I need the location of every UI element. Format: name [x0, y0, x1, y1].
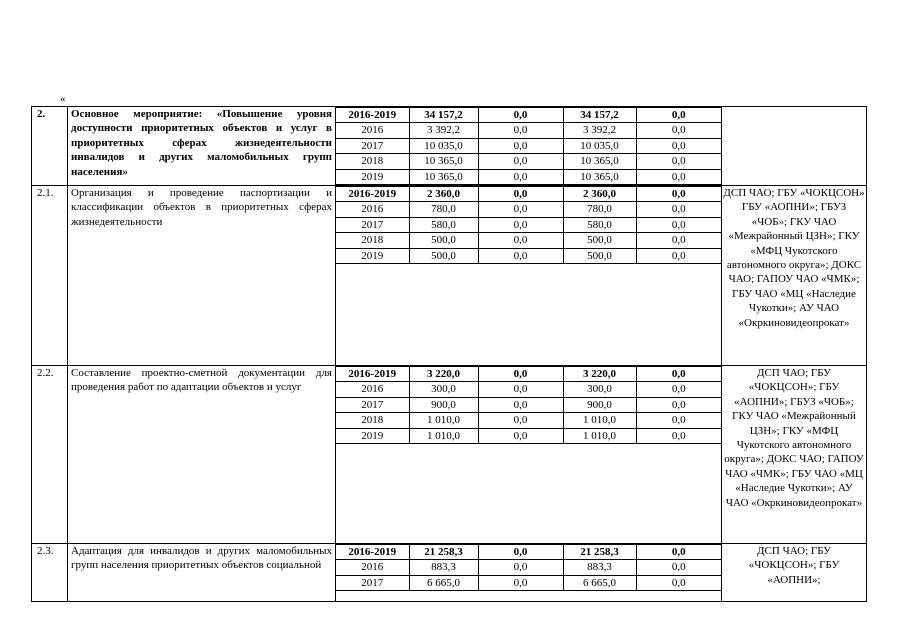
financing-fed-cell: 0,0	[478, 575, 563, 590]
financing-year-cell: 2018	[336, 154, 409, 169]
financing-okr-cell: 3 220,0	[563, 367, 636, 382]
financing-total-cell: 900,0	[409, 397, 478, 412]
financing-year-cell: 2016-2019	[336, 545, 409, 560]
financing-year-cell: 2016	[336, 202, 409, 217]
financing-other-cell: 0,0	[636, 413, 721, 428]
financing-fed-cell: 0,0	[478, 138, 563, 153]
financing-fed-cell: 0,0	[478, 413, 563, 428]
financing-grid	[336, 107, 721, 185]
financing-year-cell: 2017	[336, 397, 409, 412]
financing-year-row	[336, 202, 721, 217]
financing-okr-cell: 6 665,0	[563, 575, 636, 590]
financing-total-cell: 780,0	[409, 202, 478, 217]
financing-year-row	[336, 217, 721, 232]
financing-okr-cell: 580,0	[563, 217, 636, 232]
financing-cell	[336, 186, 722, 366]
financing-other-cell: 0,0	[636, 154, 721, 169]
financing-other-cell: 0,0	[636, 545, 721, 560]
financing-total-cell: 3 392,2	[409, 123, 478, 138]
financing-grid	[336, 186, 721, 264]
financing-total-cell: 500,0	[409, 248, 478, 263]
activity-number: 2.3.	[32, 544, 68, 602]
financing-year-cell: 2017	[336, 217, 409, 232]
activity-description: Основное мероприятие: «Повышение уровня доступности приоритетных объектов и услуг в приоритетных сферах жизнедеятельности инвалидов и других маломобильных групп населения»	[68, 107, 336, 186]
financing-okr-cell: 1 010,0	[563, 413, 636, 428]
responsible-executors: ДСП ЧАО; ГБУ «ЧОКЦСОН» ГБУ «АОПНИ»; ГБУЗ «ЧОБ»; ГКУ ЧАО «Межрайонный ЦЗН»; ГКУ «МФЦ Чукотского автономного округа»; ДОКС ЧАО; ГАПОУ ЧАО «ЧМК»; ГБУ ЧАО «МЦ «Наследие Чукотки»; АУ ЧАО «Окркиновидеопрокат»	[722, 186, 867, 366]
financing-year-row	[336, 560, 721, 575]
activity-row	[32, 107, 867, 186]
financing-total-cell: 10 035,0	[409, 138, 478, 153]
financing-year-row	[336, 138, 721, 153]
responsible-executors: ДСП ЧАО; ГБУ «ЧОКЦСОН»; ГБУ «АОПНИ»;	[722, 544, 867, 602]
financing-okr-cell: 10 365,0	[563, 169, 636, 184]
responsible-executors	[722, 107, 867, 186]
responsible-executors: ДСП ЧАО; ГБУ «ЧОКЦСОН»; ГБУ «АОПНИ»; ГБУЗ «ЧОБ»; ГКУ ЧАО «Межрайонный ЦЗН»; ГКУ «МФЦ Чукотского автономного округа»; ДОКС ЧАО; ГАПОУ ЧАО «ЧМК»; ГБУ ЧАО «МЦ «Наследие Чукотки»; АУ ЧАО «Окркиновидеопрокат»	[722, 366, 867, 544]
financing-other-cell: 0,0	[636, 233, 721, 248]
financing-okr-cell: 10 035,0	[563, 138, 636, 153]
financing-year-cell: 2018	[336, 233, 409, 248]
financing-fed-cell: 0,0	[478, 108, 563, 123]
financing-okr-cell: 900,0	[563, 397, 636, 412]
financing-year-row	[336, 123, 721, 138]
financing-grid	[336, 366, 721, 444]
financing-okr-cell: 21 258,3	[563, 545, 636, 560]
financing-other-cell: 0,0	[636, 428, 721, 443]
financing-year-cell: 2016-2019	[336, 367, 409, 382]
financing-other-cell: 0,0	[636, 202, 721, 217]
financing-okr-cell: 34 157,2	[563, 108, 636, 123]
financing-total-cell: 10 365,0	[409, 154, 478, 169]
financing-other-cell: 0,0	[636, 367, 721, 382]
financing-grid	[336, 544, 721, 591]
financing-cell	[336, 366, 722, 544]
financing-year-cell: 2019	[336, 169, 409, 184]
financing-year-row	[336, 575, 721, 590]
financing-other-cell: 0,0	[636, 397, 721, 412]
program-activities-table	[31, 106, 867, 602]
financing-other-cell: 0,0	[636, 108, 721, 123]
financing-fed-cell: 0,0	[478, 187, 563, 202]
financing-year-row	[336, 382, 721, 397]
activity-description: Составление проектно-сметной документации для проведения работ по адаптации объектов и услуг	[68, 366, 336, 544]
financing-year-row	[336, 187, 721, 202]
financing-fed-cell: 0,0	[478, 367, 563, 382]
financing-fed-cell: 0,0	[478, 560, 563, 575]
activity-number: 2.2.	[32, 366, 68, 544]
financing-fed-cell: 0,0	[478, 233, 563, 248]
opening-quote-mark: «	[60, 93, 66, 105]
financing-year-cell: 2019	[336, 428, 409, 443]
financing-other-cell: 0,0	[636, 575, 721, 590]
activity-row	[32, 186, 867, 366]
financing-year-row	[336, 367, 721, 382]
financing-other-cell: 0,0	[636, 248, 721, 263]
financing-total-cell: 1 010,0	[409, 428, 478, 443]
financing-total-cell: 2 360,0	[409, 187, 478, 202]
financing-fed-cell: 0,0	[478, 545, 563, 560]
financing-fed-cell: 0,0	[478, 154, 563, 169]
financing-year-row	[336, 428, 721, 443]
financing-cell	[336, 544, 722, 602]
financing-year-cell: 2017	[336, 138, 409, 153]
financing-cell	[336, 107, 722, 186]
financing-year-cell: 2016-2019	[336, 187, 409, 202]
financing-total-cell: 3 220,0	[409, 367, 478, 382]
financing-year-row	[336, 154, 721, 169]
financing-fed-cell: 0,0	[478, 382, 563, 397]
financing-okr-cell: 1 010,0	[563, 428, 636, 443]
financing-other-cell: 0,0	[636, 169, 721, 184]
financing-other-cell: 0,0	[636, 123, 721, 138]
financing-fed-cell: 0,0	[478, 397, 563, 412]
financing-total-cell: 883,3	[409, 560, 478, 575]
financing-other-cell: 0,0	[636, 217, 721, 232]
financing-total-cell: 21 258,3	[409, 545, 478, 560]
financing-okr-cell: 780,0	[563, 202, 636, 217]
financing-year-cell: 2016-2019	[336, 108, 409, 123]
financing-total-cell: 300,0	[409, 382, 478, 397]
financing-total-cell: 6 665,0	[409, 575, 478, 590]
financing-year-row	[336, 413, 721, 428]
financing-year-cell: 2016	[336, 123, 409, 138]
financing-year-row	[336, 108, 721, 123]
financing-other-cell: 0,0	[636, 187, 721, 202]
financing-year-row	[336, 397, 721, 412]
financing-other-cell: 0,0	[636, 138, 721, 153]
financing-year-cell: 2016	[336, 560, 409, 575]
financing-okr-cell: 500,0	[563, 233, 636, 248]
financing-okr-cell: 3 392,2	[563, 123, 636, 138]
financing-other-cell: 0,0	[636, 560, 721, 575]
financing-fed-cell: 0,0	[478, 169, 563, 184]
financing-year-row	[336, 545, 721, 560]
financing-fed-cell: 0,0	[478, 217, 563, 232]
financing-okr-cell: 883,3	[563, 560, 636, 575]
financing-total-cell: 34 157,2	[409, 108, 478, 123]
financing-total-cell: 500,0	[409, 233, 478, 248]
financing-year-row	[336, 233, 721, 248]
financing-year-cell: 2019	[336, 248, 409, 263]
financing-other-cell: 0,0	[636, 382, 721, 397]
activity-description: Адаптация для инвалидов и других маломобильных групп населения приоритетных объектов социальной	[68, 544, 336, 602]
activity-row	[32, 544, 867, 602]
financing-year-cell: 2017	[336, 575, 409, 590]
financing-year-row	[336, 248, 721, 263]
financing-fed-cell: 0,0	[478, 202, 563, 217]
financing-total-cell: 580,0	[409, 217, 478, 232]
financing-year-row	[336, 169, 721, 184]
activity-number: 2.	[32, 107, 68, 186]
activity-description: Организация и проведение паспортизации и классификации объектов в приоритетных сферах жизнедеятельности	[68, 186, 336, 366]
financing-okr-cell: 10 365,0	[563, 154, 636, 169]
financing-fed-cell: 0,0	[478, 248, 563, 263]
financing-year-cell: 2018	[336, 413, 409, 428]
financing-okr-cell: 500,0	[563, 248, 636, 263]
activity-row	[32, 366, 867, 544]
financing-fed-cell: 0,0	[478, 428, 563, 443]
financing-okr-cell: 300,0	[563, 382, 636, 397]
financing-year-cell: 2016	[336, 382, 409, 397]
financing-total-cell: 1 010,0	[409, 413, 478, 428]
financing-total-cell: 10 365,0	[409, 169, 478, 184]
financing-okr-cell: 2 360,0	[563, 187, 636, 202]
activity-number: 2.1.	[32, 186, 68, 366]
financing-fed-cell: 0,0	[478, 123, 563, 138]
